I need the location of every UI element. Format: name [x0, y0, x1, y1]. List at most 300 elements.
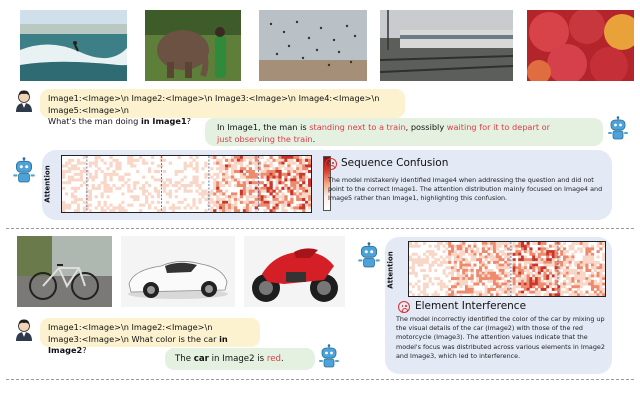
heatmap-cell: [513, 285, 516, 288]
heatmap-cell: [555, 283, 558, 286]
heatmap-cell: [109, 164, 112, 167]
heatmap-cell: [243, 181, 246, 184]
heatmap-cell: [538, 277, 541, 280]
heatmap-cell: [222, 209, 225, 212]
heatmap-cell: [462, 283, 465, 286]
heatmap-cell: [112, 184, 115, 187]
heatmap-cell: [284, 187, 287, 190]
heatmap-cell: [524, 280, 527, 283]
heatmap-cell: [104, 204, 107, 207]
heatmap-cell: [121, 206, 124, 209]
heatmap-cell: [83, 209, 86, 212]
heatmap-cell: [287, 167, 290, 170]
heatmap-cell: [473, 250, 476, 253]
heatmap-cell: [258, 164, 261, 167]
heatmap-cell: [109, 187, 112, 190]
heatmap-cell: [563, 283, 566, 286]
heatmap-cell: [448, 245, 451, 248]
heatmap-cell: [258, 195, 261, 198]
heatmap-cell: [213, 204, 216, 207]
heatmap-cell: [580, 293, 583, 296]
heatmap-cell: [569, 264, 572, 267]
heatmap-cell: [287, 173, 290, 176]
heatmap-cell: [465, 285, 468, 288]
heatmap-cell: [574, 250, 577, 253]
heatmap-cell: [527, 285, 530, 288]
heatmap-cell: [74, 178, 77, 181]
heatmap-cell: [258, 167, 261, 170]
heatmap-cell: [278, 178, 281, 181]
heatmap-cell: [563, 264, 566, 267]
heatmap-cell: [302, 159, 305, 162]
heatmap-cell: [225, 204, 228, 207]
heatmap-cell: [246, 209, 249, 212]
heatmap-cell: [443, 269, 446, 272]
heatmap-cell: [264, 190, 267, 193]
heatmap-cell: [86, 184, 89, 187]
heatmap-cell: [465, 247, 468, 250]
heatmap-cell: [493, 242, 496, 245]
heatmap-cell: [77, 206, 80, 209]
heatmap-cell: [302, 190, 305, 193]
heatmap-cell: [293, 178, 296, 181]
heatmap-cell: [77, 173, 80, 176]
heatmap-cell: [490, 285, 493, 288]
heatmap-cell: [234, 167, 237, 170]
heatmap-cell: [219, 181, 222, 184]
heatmap-cell: [106, 190, 109, 193]
heatmap-cell: [580, 274, 583, 277]
heatmap-cell: [423, 269, 426, 272]
heatmap-cell: [443, 245, 446, 248]
heatmap-cell: [597, 250, 600, 253]
section-divider: [6, 379, 634, 380]
heatmap-cell: [459, 283, 462, 286]
heatmap-cell: [163, 184, 166, 187]
heatmap-cell: [493, 277, 496, 280]
heatmap-cell: [237, 156, 240, 159]
heatmap-cell: [501, 266, 504, 269]
heatmap-cell: [510, 245, 513, 248]
heatmap-cell: [602, 291, 605, 294]
heatmap-cell: [429, 250, 432, 253]
heatmap-cell: [89, 209, 92, 212]
heatmap-cell: [296, 206, 299, 209]
heatmap-cell: [493, 245, 496, 248]
heatmap-cell: [252, 204, 255, 207]
heatmap-cell: [513, 266, 516, 269]
heatmap-cell: [86, 198, 89, 201]
heatmap-cell: [569, 272, 572, 275]
heatmap-cell: [68, 178, 71, 181]
heatmap-cell: [243, 173, 246, 176]
heatmap-cell: [417, 256, 420, 259]
heatmap-cell: [507, 256, 510, 259]
heatmap-cell: [426, 293, 429, 296]
heatmap-cell: [437, 247, 440, 250]
heatmap-cell: [234, 178, 237, 181]
heatmap-cell: [476, 277, 479, 280]
heatmap-cell: [471, 280, 474, 283]
heatmap-cell: [431, 293, 434, 296]
heatmap-cell: [524, 288, 527, 291]
heatmap-cell: [487, 280, 490, 283]
heatmap-cell: [154, 178, 157, 181]
heatmap-cell: [597, 285, 600, 288]
heatmap-cell: [465, 250, 468, 253]
heatmap-cell: [566, 266, 569, 269]
heatmap-cell: [485, 266, 488, 269]
heatmap-cell: [529, 280, 532, 283]
heatmap-cell: [555, 253, 558, 256]
heatmap-cell: [571, 247, 574, 250]
heatmap-cell: [597, 242, 600, 245]
heatmap-cell: [133, 198, 136, 201]
robot-icon: [607, 116, 629, 140]
heatmap-cell: [588, 256, 591, 259]
answer-subject: car: [193, 354, 209, 364]
heatmap-cell: [518, 277, 521, 280]
heatmap-cell: [308, 198, 311, 201]
heatmap-cell: [521, 266, 524, 269]
heatmap-cell: [275, 192, 278, 195]
heatmap-cell: [68, 170, 71, 173]
heatmap-cell: [597, 283, 600, 286]
heatmap-cell: [490, 280, 493, 283]
heatmap-cell: [290, 198, 293, 201]
heatmap-cell: [275, 184, 278, 187]
heatmap-cell: [95, 195, 98, 198]
heatmap-cell: [255, 184, 258, 187]
heatmap-cell: [602, 245, 605, 248]
heatmap-cell: [65, 170, 68, 173]
heatmap-cell: [541, 261, 544, 264]
answer-text: The: [175, 354, 194, 364]
heatmap-cell: [133, 164, 136, 167]
heatmap-cell: [184, 164, 187, 167]
heatmap-cell: [305, 204, 308, 207]
heatmap-cell: [560, 250, 563, 253]
heatmap-cell: [204, 176, 207, 179]
heatmap-cell: [571, 293, 574, 296]
heatmap-cell: [524, 264, 527, 267]
heatmap-cell: [148, 167, 151, 170]
heatmap-cell: [80, 170, 83, 173]
heatmap-cell: [580, 242, 583, 245]
heatmap-cell: [538, 242, 541, 245]
heatmap-cell: [591, 280, 594, 283]
heatmap-cell: [213, 156, 216, 159]
heatmap-cell: [501, 288, 504, 291]
heatmap-cell: [518, 253, 521, 256]
heatmap-cell: [249, 181, 252, 184]
heatmap-cell: [308, 181, 311, 184]
heatmap-cell: [225, 159, 228, 162]
user-avatar-icon: [13, 317, 35, 341]
heatmap-cell: [482, 283, 485, 286]
heatmap-cell: [588, 250, 591, 253]
heatmap-cell: [210, 198, 213, 201]
heatmap-cell: [529, 291, 532, 294]
heatmap-cell: [538, 247, 541, 250]
heatmap-cell: [543, 253, 546, 256]
heatmap-cell: [549, 285, 552, 288]
answer-bubble-top: [205, 118, 603, 146]
heatmap-cell: [594, 280, 597, 283]
heatmap-cell: [479, 272, 482, 275]
heatmap-cell: [496, 283, 499, 286]
heatmap-cell: [532, 280, 535, 283]
heatmap-cell: [178, 187, 181, 190]
heatmap-cell: [493, 283, 496, 286]
heatmap-cell: [106, 173, 109, 176]
heatmap-cell: [299, 195, 302, 198]
heatmap-cell: [496, 258, 499, 261]
heatmap-cell: [89, 195, 92, 198]
heatmap-cell: [281, 201, 284, 204]
heatmap-cell: [563, 274, 566, 277]
heatmap-cell: [302, 195, 305, 198]
heatmap-cell: [264, 204, 267, 207]
heatmap-cell: [563, 280, 566, 283]
heatmap-cell: [493, 258, 496, 261]
heatmap-cell: [585, 253, 588, 256]
heatmap-cell: [496, 291, 499, 294]
heatmap-cell: [471, 272, 474, 275]
heatmap-cell: [157, 190, 160, 193]
heatmap-cell: [228, 176, 231, 179]
heatmap-cell: [552, 261, 555, 264]
heatmap-cell: [130, 164, 133, 167]
heatmap-cell: [213, 192, 216, 195]
heatmap-cell: [588, 274, 591, 277]
heatmap-cell: [225, 178, 228, 181]
heatmap-cell: [281, 181, 284, 184]
heatmap-cell: [552, 264, 555, 267]
heatmap-cell: [451, 266, 454, 269]
heatmap-cell: [524, 258, 527, 261]
heatmap-cell: [415, 274, 418, 277]
heatmap-cell: [106, 187, 109, 190]
heatmap-cell: [86, 170, 89, 173]
heatmap-cell: [465, 264, 468, 267]
heatmap-cell: [490, 256, 493, 259]
heatmap-cell: [216, 195, 219, 198]
heatmap-cell: [163, 170, 166, 173]
heatmap-cell: [302, 181, 305, 184]
heatmap-cell: [454, 253, 457, 256]
heatmap-cell: [501, 242, 504, 245]
heatmap-cell: [270, 156, 273, 159]
heatmap-cell: [95, 156, 98, 159]
heatmap-cell: [112, 206, 115, 209]
heatmap-cell: [496, 274, 499, 277]
heatmap-cell: [275, 176, 278, 179]
elephant-photo: [145, 10, 241, 81]
heatmap-cell: [213, 178, 216, 181]
heatmap-cell: [462, 274, 465, 277]
heatmap-cell: [261, 195, 264, 198]
heatmap-cell: [89, 164, 92, 167]
heatmap-cell: [281, 192, 284, 195]
heatmap-cell: [563, 285, 566, 288]
heatmap-cell: [243, 184, 246, 187]
heatmap-cell: [204, 162, 207, 165]
heatmap-cell: [258, 192, 261, 195]
heatmap-cell: [142, 204, 145, 207]
heatmap-cell: [252, 178, 255, 181]
heatmap-cell: [443, 272, 446, 275]
heatmap-cell: [594, 274, 597, 277]
heatmap-cell: [77, 209, 80, 212]
heatmap-cell: [127, 156, 130, 159]
heatmap-cell: [459, 280, 462, 283]
heatmap-cell: [287, 156, 290, 159]
heatmap-cell: [451, 250, 454, 253]
heatmap-cell: [448, 242, 451, 245]
heatmap-cell: [163, 206, 166, 209]
heatmap-cell: [163, 187, 166, 190]
heatmap-cell: [541, 285, 544, 288]
heatmap-cell: [267, 173, 270, 176]
heatmap-cell: [80, 184, 83, 187]
heatmap-cell: [261, 181, 264, 184]
heatmap-cell: [476, 280, 479, 283]
heatmap-cell: [272, 167, 275, 170]
heatmap-cell: [109, 190, 112, 193]
heatmap-cell: [305, 195, 308, 198]
heatmap-cell: [65, 192, 68, 195]
heatmap-cell: [267, 164, 270, 167]
heatmap-cell: [465, 272, 468, 275]
heatmap-cell: [178, 170, 181, 173]
answer-error: just observing the train: [217, 133, 313, 144]
heatmap-cell: [479, 264, 482, 267]
heatmap-cell: [555, 293, 558, 296]
heatmap-cell: [423, 288, 426, 291]
heatmap-cell: [101, 170, 104, 173]
heatmap-cell: [290, 162, 293, 165]
heatmap-cell: [546, 277, 549, 280]
heatmap-cell: [499, 272, 502, 275]
heatmap-cell: [555, 256, 558, 259]
heatmap-cell: [95, 159, 98, 162]
heatmap-cell: [287, 204, 290, 207]
heatmap-cell: [437, 242, 440, 245]
heatmap-cell: [490, 274, 493, 277]
heatmap-cell: [412, 285, 415, 288]
heatmap-cell: [532, 269, 535, 272]
heatmap-cell: [566, 283, 569, 286]
heatmap-cell: [507, 242, 510, 245]
heatmap-cell: [574, 285, 577, 288]
heatmap-cell: [296, 184, 299, 187]
heatmap-cell: [264, 198, 267, 201]
heatmap-cell: [532, 266, 535, 269]
heatmap-cell: [580, 269, 583, 272]
heatmap-cell: [225, 176, 228, 179]
heatmap-cell: [485, 245, 488, 248]
heatmap-cell: [423, 242, 426, 245]
heatmap-cell: [462, 272, 465, 275]
heatmap-cell: [240, 184, 243, 187]
heatmap-cell: [588, 277, 591, 280]
heatmap-cell: [471, 291, 474, 294]
heatmap-cell: [225, 195, 228, 198]
heatmap-cell: [563, 242, 566, 245]
heatmap-cell: [563, 256, 566, 259]
heatmap-cell: [296, 192, 299, 195]
heatmap-cell: [198, 192, 201, 195]
heatmap-cell: [473, 245, 476, 248]
heatmap-cell: [231, 178, 234, 181]
heatmap-cell: [532, 258, 535, 261]
heatmap-cell: [139, 156, 142, 159]
heatmap-cell: [541, 253, 544, 256]
heatmap-cell: [560, 261, 563, 264]
heatmap-cell: [594, 283, 597, 286]
heatmap-cell: [172, 184, 175, 187]
heatmap-cell: [287, 164, 290, 167]
heatmap-cell: [151, 176, 154, 179]
heatmap-cell: [415, 272, 418, 275]
heatmap-cell: [577, 266, 580, 269]
heatmap-cell: [496, 280, 499, 283]
heatmap-cell: [175, 173, 178, 176]
heatmap-cell: [249, 190, 252, 193]
heatmap-cell: [192, 159, 195, 162]
heatmap-cell: [228, 162, 231, 165]
attention-heatmap: [61, 155, 312, 213]
heatmap-cell: [527, 274, 530, 277]
heatmap-cell: [546, 264, 549, 267]
heatmap-cell: [299, 192, 302, 195]
heatmap-cell: [583, 245, 586, 248]
heatmap-cell: [487, 247, 490, 250]
heatmap-cell: [201, 190, 204, 193]
heatmap-cell: [264, 201, 267, 204]
heatmap-cell: [115, 187, 118, 190]
heatmap-cell: [231, 159, 234, 162]
heatmap-cell: [290, 181, 293, 184]
heatmap-cell: [583, 283, 586, 286]
heatmap-cell: [169, 181, 172, 184]
heatmap-cell: [538, 280, 541, 283]
heatmap-cell: [440, 261, 443, 264]
heatmap-cell: [462, 266, 465, 269]
heatmap-cell: [204, 209, 207, 212]
heatmap-cell: [225, 167, 228, 170]
heatmap-cell: [104, 173, 107, 176]
heatmap-cell: [234, 156, 237, 159]
heatmap-cell: [261, 170, 264, 173]
heatmap-cell: [308, 206, 311, 209]
heatmap-cell: [249, 209, 252, 212]
heatmap-cell: [569, 247, 572, 250]
heatmap-cell: [507, 274, 510, 277]
heatmap-cell: [599, 247, 602, 250]
heatmap-cell: [563, 250, 566, 253]
heatmap-cell: [284, 198, 287, 201]
heatmap-cell: [166, 192, 169, 195]
heatmap-cell: [187, 190, 190, 193]
heatmap-cell: [507, 293, 510, 296]
heatmap-cell: [290, 176, 293, 179]
heatmap-cell: [216, 206, 219, 209]
heatmap-cell: [216, 190, 219, 193]
heatmap-cell: [302, 187, 305, 190]
heatmap-cell: [571, 280, 574, 283]
